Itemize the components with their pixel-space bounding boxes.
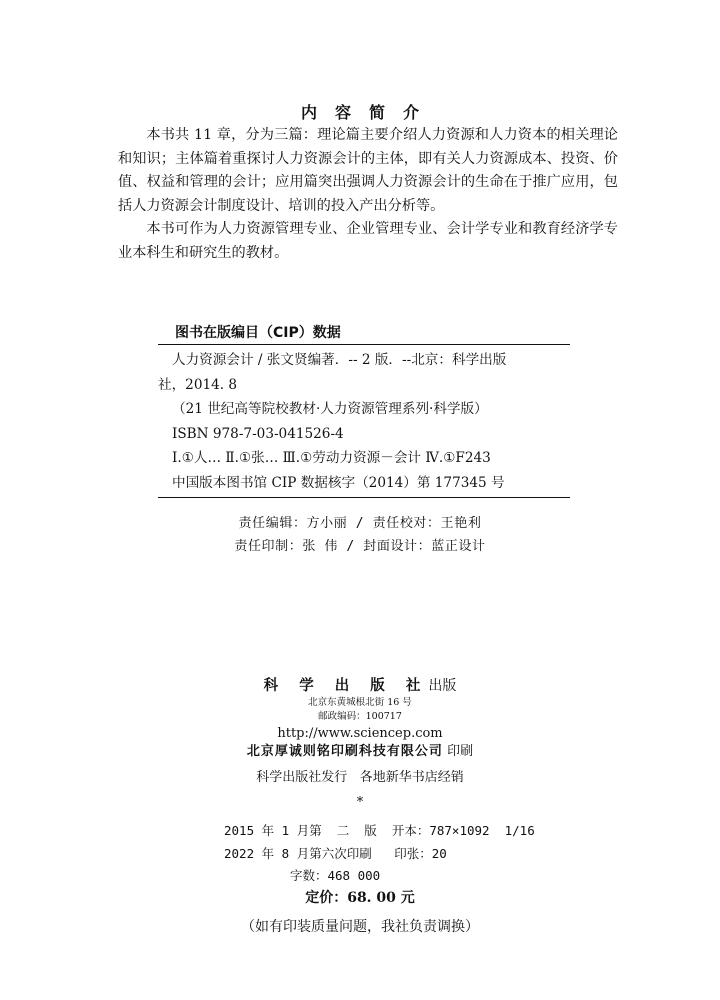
intro-paragraph: 本书共 11 章，分为三篇：理论篇主要介绍人力资源和人力资本的相关理论和知识；主体篇着重探讨人力资源会计的主体，即有关人力资源成本、投资、价值、权益和管理的会计；应用篇突出强调人力资源会计的生命在于推广应用，包括人力资源会计制度设计、培训的投入产出分析等。 bbox=[118, 127, 618, 214]
cip-title: 图书在版编目（CIP）数据 bbox=[175, 325, 341, 341]
cip-record bbox=[158, 348, 570, 495]
publisher-address: 北京东黄城根北街 16 号 bbox=[308, 697, 412, 708]
printer-name: 北京厚诚则铭印刷科技有限公司 bbox=[246, 744, 443, 759]
cip-line: 人力资源会计 / 张文贤编著．-- 2 版．--北京：科学出版 bbox=[172, 352, 507, 368]
edition-line: 2022 年 8 月第六次印刷 印张：20 bbox=[224, 845, 447, 861]
price-label: 定价： bbox=[305, 890, 348, 906]
quality-note: （如有印装质量问题，我社负责调换） bbox=[241, 919, 479, 935]
cip-line: ISBN 978-7-03-041526-4 bbox=[172, 425, 344, 442]
cip-line: Ⅰ.①人… Ⅱ.①张… Ⅲ.①劳动力资源－会计 Ⅳ.①F243 bbox=[172, 450, 491, 466]
price-line bbox=[0, 887, 720, 907]
publisher-block bbox=[0, 676, 720, 743]
editor-line: 责任编辑：方小丽 / 责任校对：王艳利 bbox=[238, 516, 482, 531]
cip-line: （21 世纪高等院校教材·人力资源管理系列·科学版） bbox=[172, 401, 488, 417]
intro-body bbox=[118, 124, 618, 265]
edition-line: 2015 年 1 月第 二 版 开本：787×1092 1/16 bbox=[224, 823, 535, 838]
edition-info bbox=[224, 820, 535, 888]
publisher-website: http://www.sciencep.com bbox=[277, 726, 443, 741]
printer-action: 印刷 bbox=[447, 744, 474, 759]
separator-asterisk: * bbox=[356, 795, 364, 810]
editor-credits bbox=[0, 512, 720, 558]
intro-title: 内容简介 bbox=[300, 103, 437, 122]
editor-line: 责任印制：张 伟 / 封面设计：蓝正设计 bbox=[234, 539, 486, 554]
publisher-action: 出版 bbox=[428, 678, 457, 694]
distribution-line: 科学出版社发行 各地新华书店经销 bbox=[256, 770, 464, 785]
publisher-name: 科 学 出 版 社 bbox=[263, 677, 429, 694]
intro-paragraph: 本书可作为人力资源管理专业、企业管理专业、会计学专业和教育经济学专业本科生和研究生的教材。 bbox=[118, 221, 618, 261]
cip-top-rule bbox=[158, 344, 570, 345]
edition-line: 字数：468 000 bbox=[290, 868, 381, 883]
cip-line: 中国版本图书馆 CIP 数据核字（2014）第 177345 号 bbox=[172, 474, 505, 491]
price-value: 68. 00 元 bbox=[347, 890, 415, 906]
printer-line bbox=[0, 740, 720, 759]
cip-line: 社，2014. 8 bbox=[158, 376, 238, 393]
publisher-postcode: 邮政编码：100717 bbox=[318, 711, 402, 722]
cip-bottom-rule bbox=[158, 497, 570, 498]
